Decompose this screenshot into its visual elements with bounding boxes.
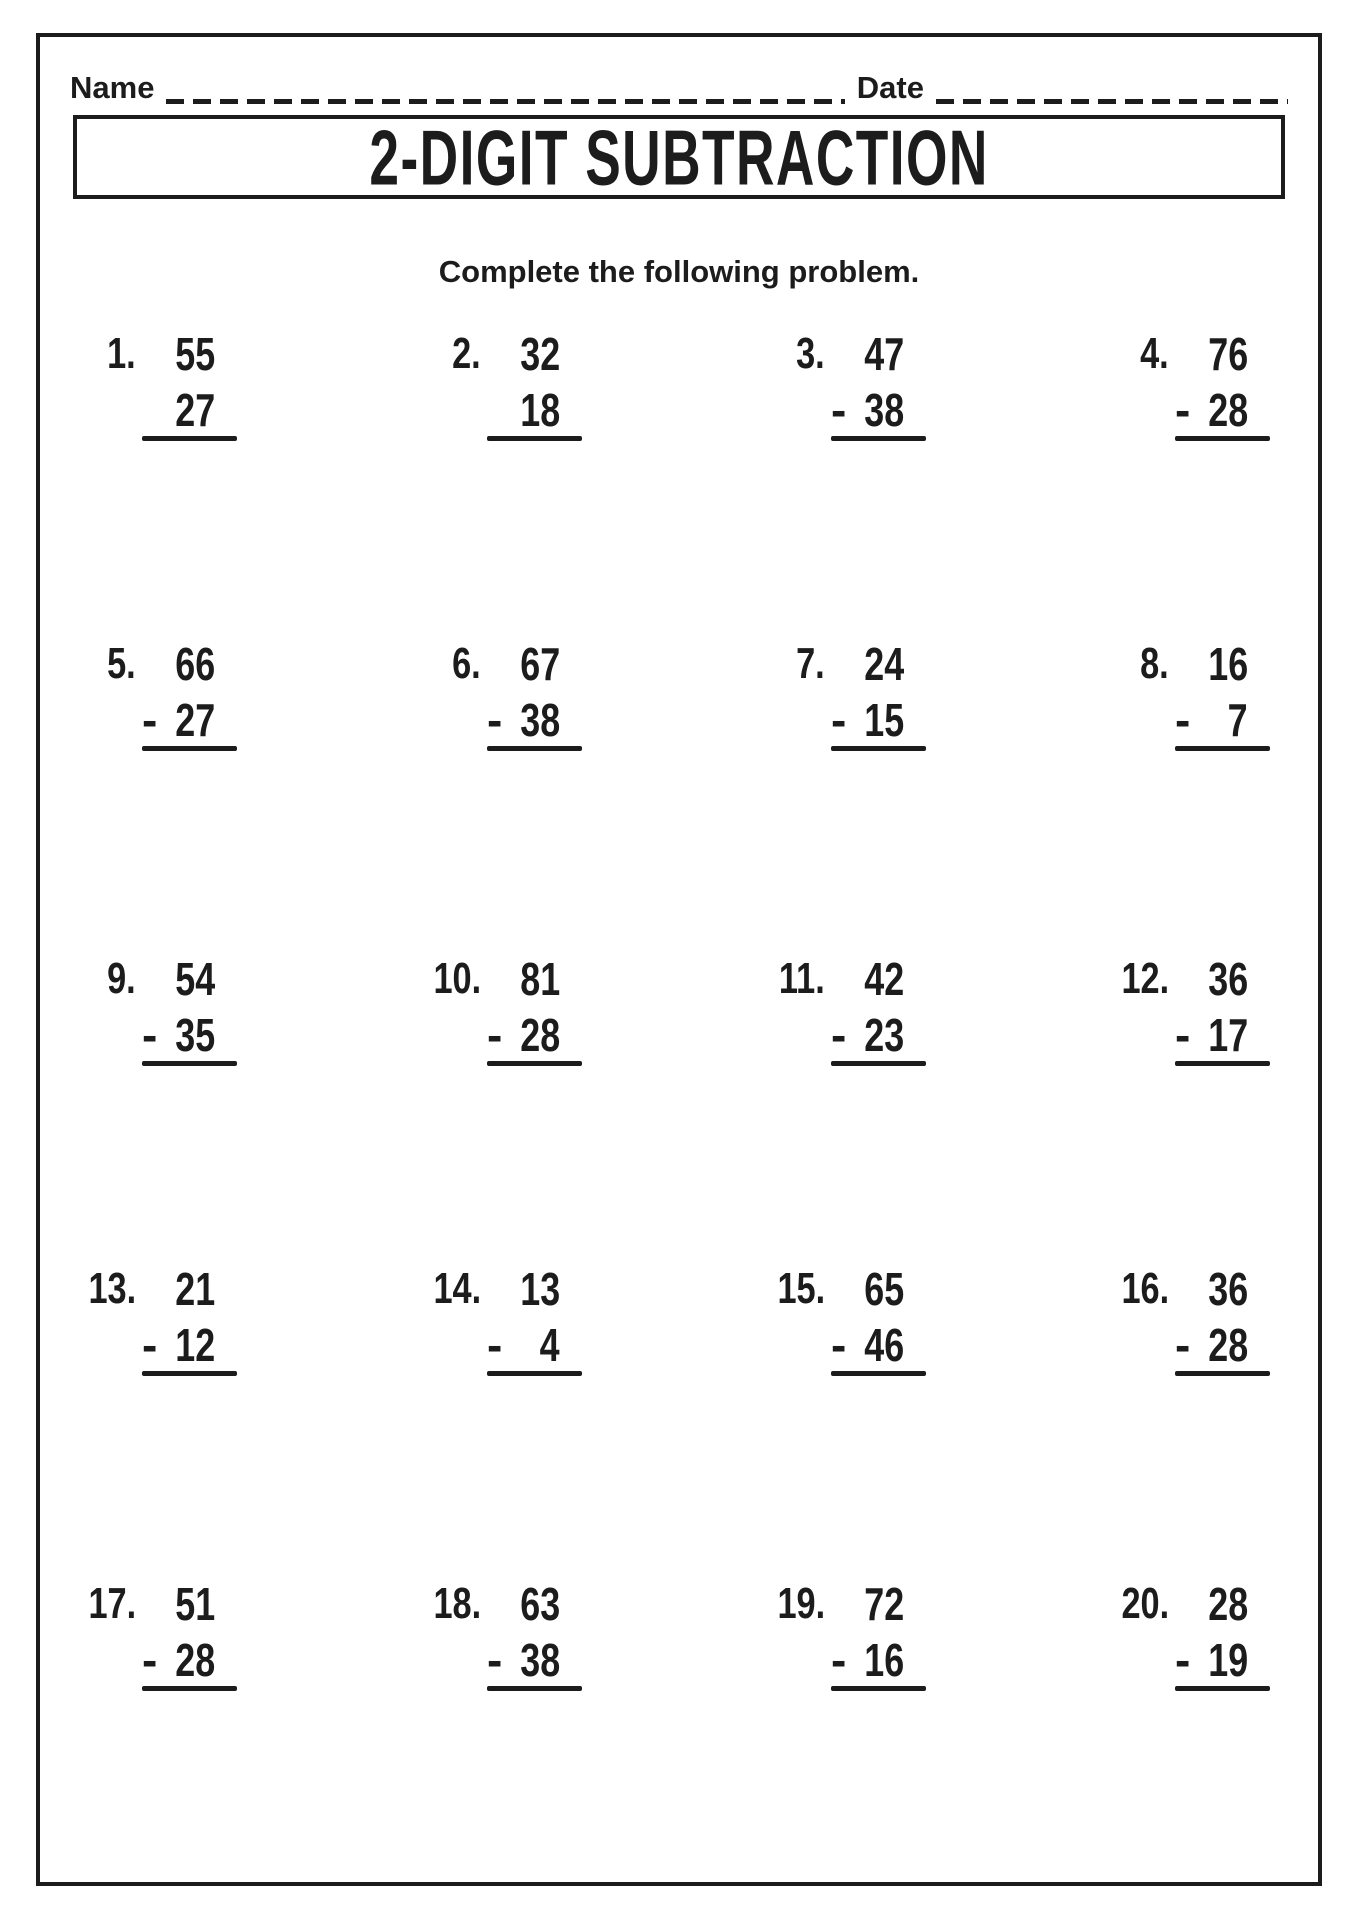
subtrahend: 28 — [175, 1634, 215, 1686]
problem-number: 17. — [88, 1579, 136, 1628]
subtrahend: 12 — [175, 1319, 215, 1371]
answer-line — [831, 436, 926, 441]
minuend: 67 — [520, 638, 560, 690]
subtrahend: 18 — [520, 384, 560, 436]
subtrahend: 4 — [540, 1319, 560, 1371]
answer-line — [1175, 1061, 1270, 1066]
minus-sign: - — [142, 1634, 158, 1686]
problem-stack — [1175, 1578, 1270, 1691]
subtraction-problem — [1099, 953, 1270, 1066]
minus-sign: - — [831, 1009, 847, 1061]
answer-line — [487, 436, 582, 441]
problem-number: 19. — [777, 1579, 825, 1628]
minuend: 32 — [520, 328, 560, 380]
subtraction-problem — [755, 328, 926, 441]
problem-stack — [1175, 328, 1270, 441]
problem-number: 1. — [107, 329, 136, 378]
worksheet-title: 2-DIGIT SUBTRACTION — [369, 113, 989, 201]
minus-sign: - — [487, 694, 503, 746]
problem-number: 13. — [88, 1264, 136, 1313]
minus-sign: - — [831, 1319, 847, 1371]
subtrahend-row — [142, 384, 237, 436]
problem-stack — [487, 1578, 582, 1691]
minus-sign: - — [1175, 694, 1191, 746]
subtraction-problem — [411, 638, 582, 751]
subtrahend-row — [1175, 1319, 1270, 1371]
subtrahend: 19 — [1208, 1634, 1248, 1686]
problem-number: 7. — [796, 639, 825, 688]
name-blank-line — [166, 99, 844, 104]
subtrahend-row — [487, 1009, 582, 1061]
problem-number: 16. — [1121, 1264, 1169, 1313]
instructions-text: Complete the following problem. — [438, 254, 920, 289]
subtrahend: 38 — [520, 694, 560, 746]
answer-line — [487, 746, 582, 751]
problem-stack — [142, 638, 237, 751]
problem-stack — [142, 328, 237, 441]
problem-stack — [831, 638, 926, 751]
answer-line — [831, 1371, 926, 1376]
problem-stack — [831, 328, 926, 441]
minus-sign: - — [831, 694, 847, 746]
minuend: 76 — [1208, 328, 1248, 380]
subtrahend: 17 — [1208, 1009, 1248, 1061]
problem-stack — [1175, 638, 1270, 751]
subtrahend: 27 — [175, 384, 215, 436]
minus-sign: - — [831, 1634, 847, 1686]
problem-stack — [1175, 1263, 1270, 1376]
subtrahend-row — [831, 1319, 926, 1371]
subtrahend-row — [1175, 694, 1270, 746]
answer-line — [487, 1371, 582, 1376]
minuend: 65 — [864, 1263, 904, 1315]
minus-sign: - — [142, 694, 158, 746]
problem-number: 5. — [107, 639, 136, 688]
subtrahend-row — [831, 384, 926, 436]
subtraction-problem — [755, 1578, 926, 1691]
minuend: 21 — [175, 1263, 215, 1315]
subtraction-problem — [411, 1263, 582, 1376]
subtrahend-row — [487, 694, 582, 746]
subtraction-problem — [66, 1263, 237, 1376]
minus-sign: - — [487, 1319, 503, 1371]
subtrahend-row — [142, 1009, 237, 1061]
problem-number: 6. — [452, 639, 481, 688]
answer-line — [1175, 1686, 1270, 1691]
answer-line — [142, 436, 237, 441]
minus-sign: - — [142, 1009, 158, 1061]
subtrahend-row — [487, 384, 582, 436]
problem-number: 20. — [1121, 1579, 1169, 1628]
minuend: 66 — [175, 638, 215, 690]
problem-stack — [142, 1263, 237, 1376]
subtrahend: 28 — [520, 1009, 560, 1061]
minus-sign: - — [487, 1634, 503, 1686]
answer-line — [142, 746, 237, 751]
subtrahend-row — [1175, 1634, 1270, 1686]
subtraction-problem — [755, 1263, 926, 1376]
answer-line — [487, 1686, 582, 1691]
subtrahend: 28 — [1208, 384, 1248, 436]
subtrahend: 46 — [864, 1319, 904, 1371]
minus-sign: - — [487, 1009, 503, 1061]
minus-sign: - — [1175, 384, 1191, 436]
minus-sign: - — [1175, 1009, 1191, 1061]
subtrahend: 27 — [175, 694, 215, 746]
problem-stack — [831, 1578, 926, 1691]
subtrahend-row — [831, 1009, 926, 1061]
problem-number: 18. — [433, 1579, 481, 1628]
minuend: 24 — [864, 638, 904, 690]
problem-number: 9. — [107, 954, 136, 1003]
minus-sign: - — [831, 384, 847, 436]
subtrahend-row — [487, 1319, 582, 1371]
minuend: 72 — [864, 1578, 904, 1630]
subtrahend-row — [142, 694, 237, 746]
date-blank-line — [936, 99, 1288, 104]
name-label: Name — [70, 70, 155, 105]
minus-sign: - — [142, 1319, 158, 1371]
minuend: 54 — [175, 953, 215, 1005]
subtrahend-row — [1175, 1009, 1270, 1061]
subtrahend: 23 — [864, 1009, 904, 1061]
subtrahend: 35 — [175, 1009, 215, 1061]
subtraction-problem — [66, 953, 237, 1066]
problem-stack — [831, 953, 926, 1066]
minuend: 36 — [1208, 953, 1248, 1005]
subtraction-problem — [755, 638, 926, 751]
minuend: 16 — [1208, 638, 1248, 690]
problem-stack — [487, 638, 582, 751]
subtrahend-row — [1175, 384, 1270, 436]
minuend: 63 — [520, 1578, 560, 1630]
subtraction-problem — [411, 328, 582, 441]
answer-line — [1175, 436, 1270, 441]
answer-line — [831, 1686, 926, 1691]
subtrahend-row — [831, 694, 926, 746]
subtraction-problem — [755, 953, 926, 1066]
answer-line — [142, 1061, 237, 1066]
subtrahend: 7 — [1228, 694, 1248, 746]
header-row — [70, 62, 1288, 108]
problem-number: 12. — [1121, 954, 1169, 1003]
minuend: 47 — [864, 328, 904, 380]
problem-number: 2. — [452, 329, 481, 378]
problem-stack — [142, 1578, 237, 1691]
problem-stack — [831, 1263, 926, 1376]
answer-line — [142, 1686, 237, 1691]
problem-number: 15. — [777, 1264, 825, 1313]
problem-stack — [487, 328, 582, 441]
problem-number: 4. — [1140, 329, 1169, 378]
answer-line — [487, 1061, 582, 1066]
answer-line — [1175, 1371, 1270, 1376]
answer-line — [1175, 746, 1270, 751]
minus-sign: - — [1175, 1319, 1191, 1371]
subtrahend-row — [142, 1319, 237, 1371]
subtrahend: 15 — [864, 694, 904, 746]
answer-line — [142, 1371, 237, 1376]
subtraction-problem — [1099, 1578, 1270, 1691]
problem-stack — [1175, 953, 1270, 1066]
problem-number: 11. — [779, 954, 825, 1003]
problem-number: 8. — [1140, 639, 1169, 688]
subtrahend: 38 — [864, 384, 904, 436]
minuend: 42 — [864, 953, 904, 1005]
subtrahend-row — [487, 1634, 582, 1686]
date-label: Date — [856, 70, 924, 105]
answer-line — [831, 746, 926, 751]
subtraction-problem — [411, 1578, 582, 1691]
problem-number: 14. — [433, 1264, 481, 1313]
title-box — [73, 115, 1285, 199]
subtraction-problem — [1099, 638, 1270, 751]
subtraction-problem — [66, 638, 237, 751]
subtraction-problem — [1099, 328, 1270, 441]
subtraction-problem — [66, 328, 237, 441]
subtrahend: 28 — [1208, 1319, 1248, 1371]
minuend: 55 — [175, 328, 215, 380]
subtrahend-row — [142, 1634, 237, 1686]
problem-stack — [487, 1263, 582, 1376]
minuend: 51 — [175, 1578, 215, 1630]
minus-sign: - — [1175, 1634, 1191, 1686]
problem-number: 10. — [433, 954, 481, 1003]
problem-number: 3. — [796, 329, 825, 378]
problem-stack — [142, 953, 237, 1066]
subtrahend: 38 — [520, 1634, 560, 1686]
minuend: 13 — [520, 1263, 560, 1315]
subtraction-problem — [66, 1578, 237, 1691]
subtrahend: 16 — [864, 1634, 904, 1686]
answer-line — [831, 1061, 926, 1066]
problem-stack — [487, 953, 582, 1066]
subtraction-problem — [411, 953, 582, 1066]
minuend: 28 — [1208, 1578, 1248, 1630]
subtraction-problem — [1099, 1263, 1270, 1376]
minuend: 36 — [1208, 1263, 1248, 1315]
minuend: 81 — [520, 953, 560, 1005]
subtrahend-row — [831, 1634, 926, 1686]
